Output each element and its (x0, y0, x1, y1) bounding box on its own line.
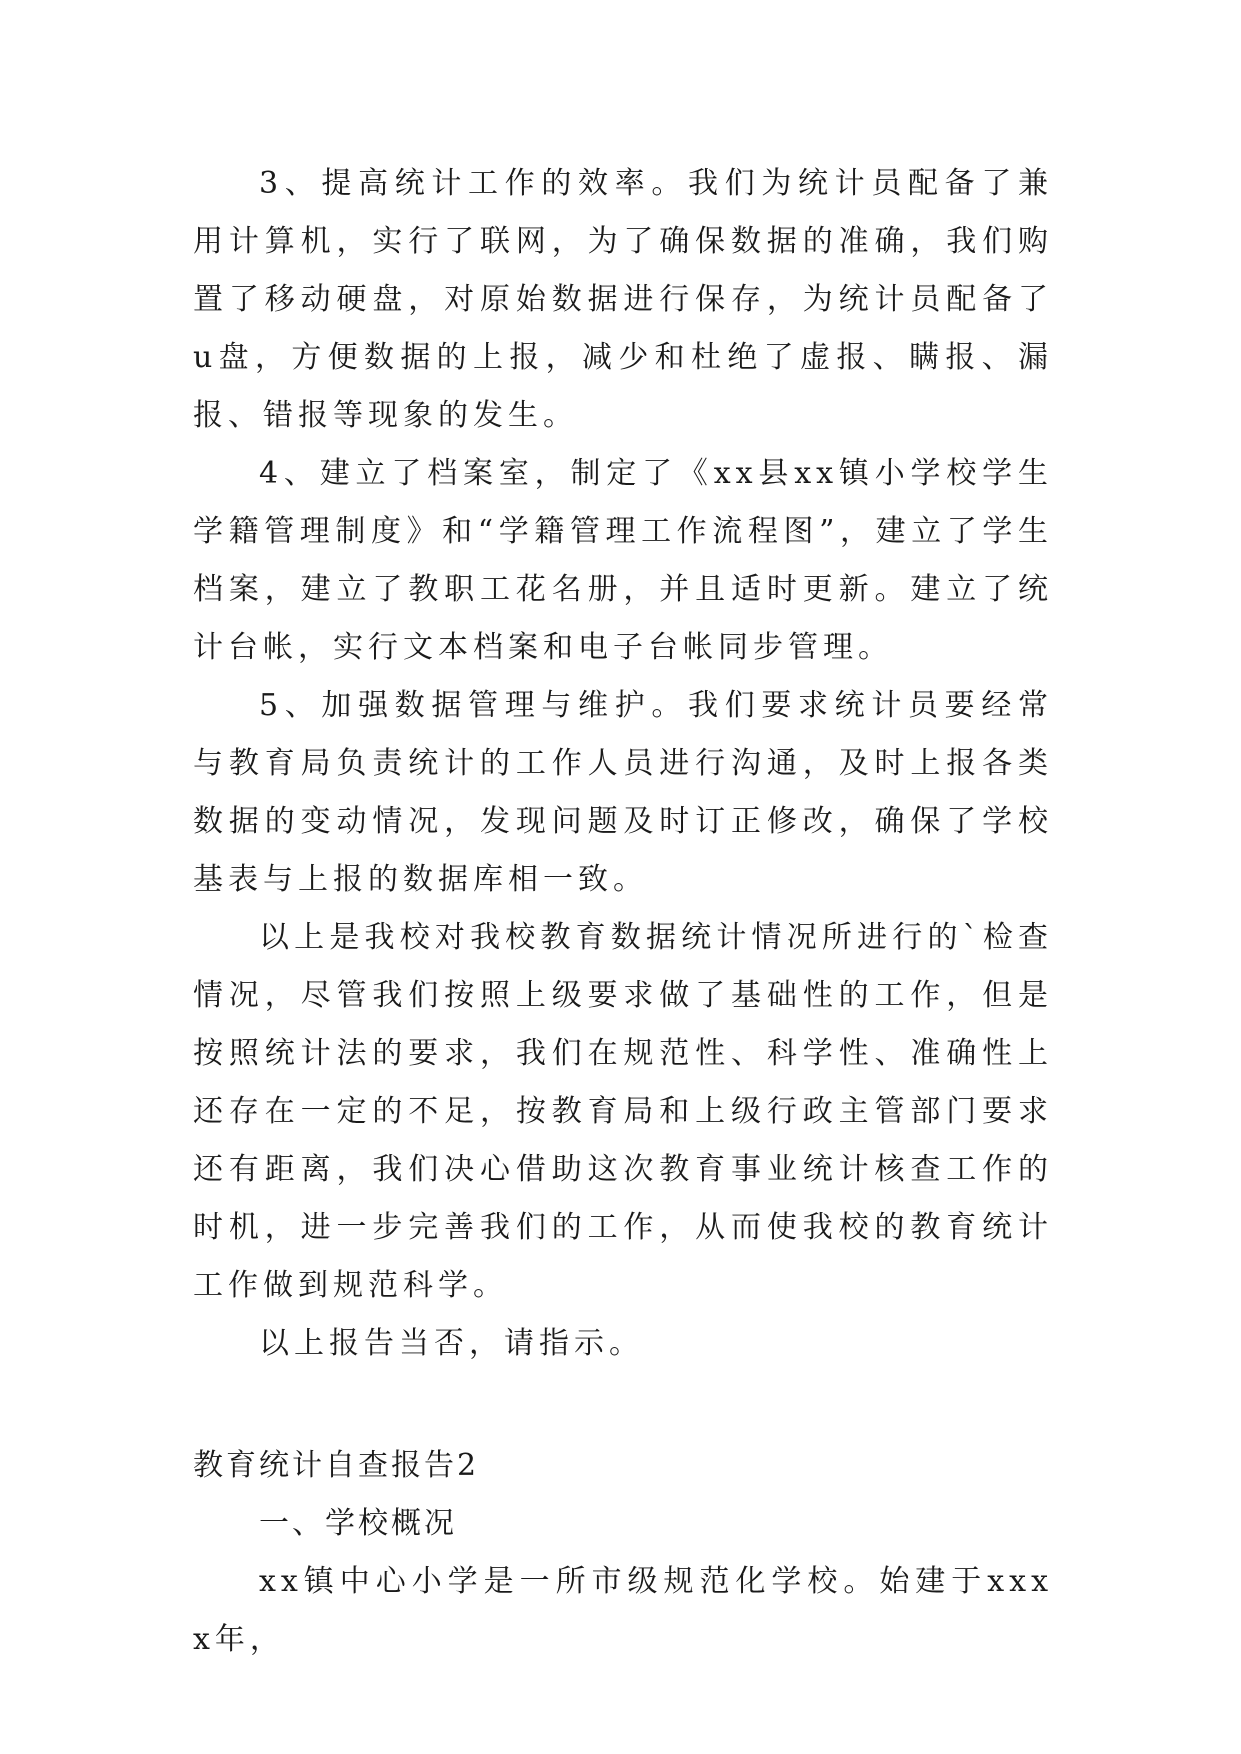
report-heading: 教育统计自查报告2 (193, 1448, 480, 1483)
paragraph-efficiency: 3、提高统计工作的效率。我们为统计员配备了兼用计算机，实行了联网，为了确保数据的准确，我们购置了移动硬盘，对原始数据进行保存，为统计员配备了u盘，方便数据的上报，减少和杜绝了虚报、瞒报、漏报、错报等现象的发生。 (193, 166, 1053, 433)
paragraph-archive-room: 4、建立了档案室，制定了《xx县xx镇小学校学生学籍管理制度》和“学籍管理工作流程图”，建立了学生档案，建立了教职工花名册，并且适时更新。建立了统计台帐，实行文本档案和电子台帐同步管理。 (193, 456, 1053, 665)
paragraph-summary: 以上是我校对我校教育数据统计情况所进行的`检查情况，尽管我们按照上级要求做了基础性的工作，但是按照统计法的要求，我们在规范性、科学性、准确性上还存在一定的不足，按教育局和上级行政主管部门要求还有距离，我们决心借助这次教育事业统计核查工作的时机，进一步完善我们的工作，从而使我校的教育统计工作做到规范科学。 (193, 920, 1053, 1303)
section-title-school-overview: 一、学校概况 (259, 1506, 457, 1541)
document-page (193, 155, 1053, 1669)
paragraph-closing: 以上报告当否，请指示。 (259, 1326, 644, 1361)
paragraph-school-intro: xx镇中心小学是一所市级规范化学校。始建于xxxx年， (193, 1564, 1053, 1657)
paragraph-data-management: 5、加强数据管理与维护。我们要求统计员要经常与教育局负责统计的工作人员进行沟通，及时上报各类数据的变动情况，发现问题及时订正修改，确保了学校基表与上报的数据库相一致。 (193, 688, 1053, 897)
